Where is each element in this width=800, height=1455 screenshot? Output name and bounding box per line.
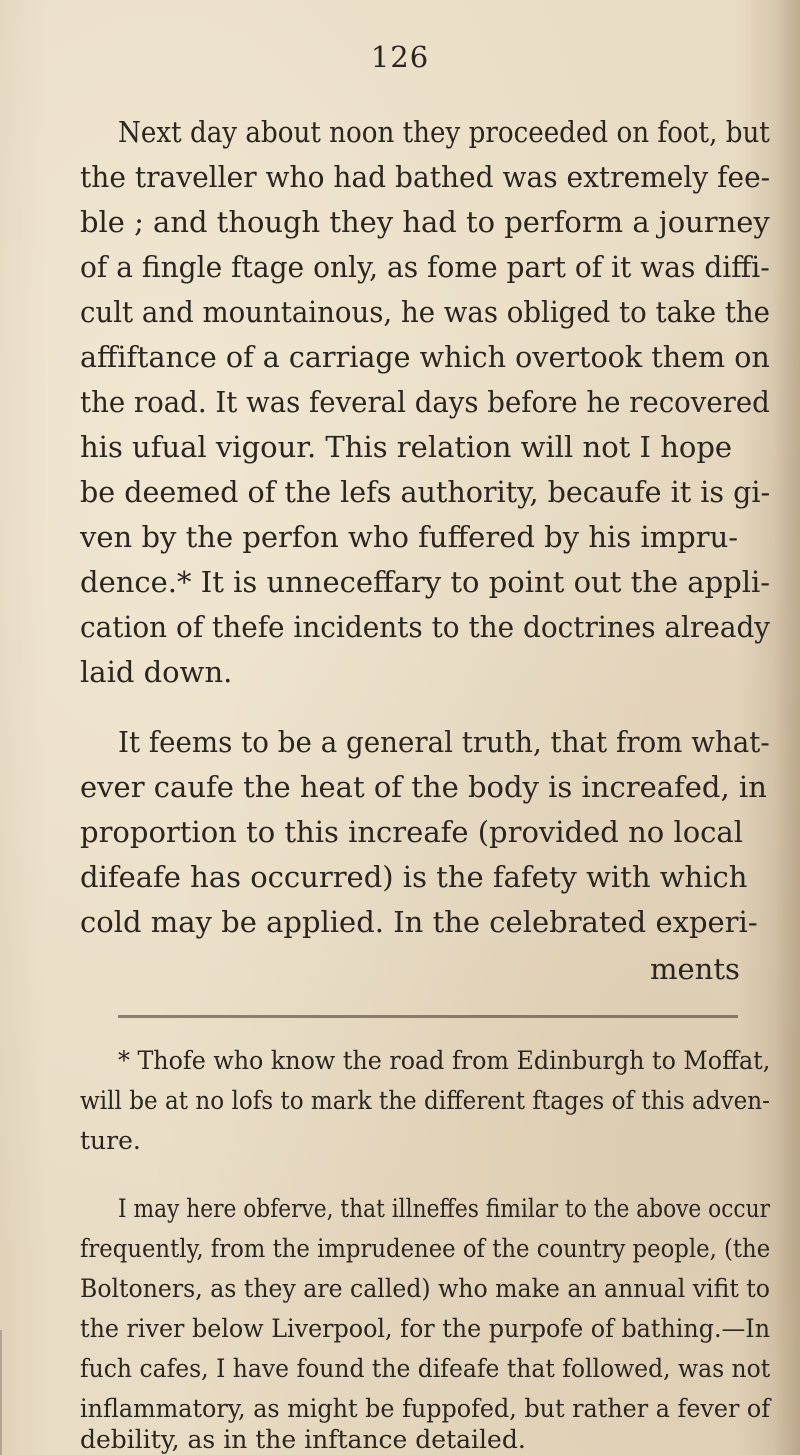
footnote-line: debility, as in the inftance detailed. <box>80 1425 526 1454</box>
footnote-line: inflammatory, as might be fuppofed, but rather a fever of <box>80 1394 771 1423</box>
text-line: dence.* It is unneceffary to point out the appli- <box>80 565 771 599</box>
footnote-line: * Thofe who know the road from Edinburgh to Moffat, <box>118 1046 771 1075</box>
text-line: his ufual vigour. This relation will not I hope <box>80 430 733 464</box>
footnote-line: Boltoners, as they are called) who make an annual vifit to <box>80 1274 770 1303</box>
text-line: of a fingle ftage only, as fome part of it was diffi- <box>80 250 770 284</box>
text-line: cult and mountainous, he was obliged to take the <box>80 295 771 329</box>
text-line: be deemed of the lefs authority, becaufe it is gi- <box>80 475 771 509</box>
page-edge-shadow <box>774 0 800 1455</box>
text-line: cold may be applied. In the celebrated experi- <box>80 905 758 939</box>
text-line: Next day about noon they proceeded on foot, but <box>118 115 770 149</box>
text-line: ever caufe the heat of the body is increafed, in <box>80 770 767 804</box>
text-line: ven by the perfon who fuffered by his impru- <box>80 520 739 554</box>
text-line: laid down. <box>80 655 233 689</box>
text-line: affiftance of a carriage which overtook them on <box>80 340 770 374</box>
binding-shadow <box>0 1330 42 1455</box>
text-line: the traveller who had bathed was extremely fee- <box>80 160 771 194</box>
footnote-line: I may here obferve, that illneffes fimilar to the above occur <box>118 1194 770 1223</box>
footnote-rule <box>118 1015 738 1018</box>
footnote-line: frequently, from the imprudenee of the country people, (the <box>80 1234 771 1263</box>
footnote-line: fuch cafes, I have found the difeafe that followed, was not <box>80 1354 771 1383</box>
text-line: the road. It was feveral days before he recovered <box>80 385 770 419</box>
text-line: difeafe has occurred) is the fafety with which <box>80 860 748 894</box>
text-line: It feems to be a general truth, that from what- <box>118 725 770 759</box>
text-line: ble ; and though they had to perform a journey <box>80 205 770 239</box>
text-line: proportion to this increafe (provided no local <box>80 815 743 849</box>
catchword: ments <box>650 952 740 986</box>
footnote-line: ture. <box>80 1126 141 1155</box>
footnote-line: will be at no lofs to mark the different ftages of this adven- <box>80 1086 770 1115</box>
text-line: cation of thefe incidents to the doctrines already <box>80 610 771 644</box>
page-number: 126 <box>370 40 430 74</box>
footnote-line: the river below Liverpool, for the purpofe of bathing.—In <box>80 1314 771 1343</box>
